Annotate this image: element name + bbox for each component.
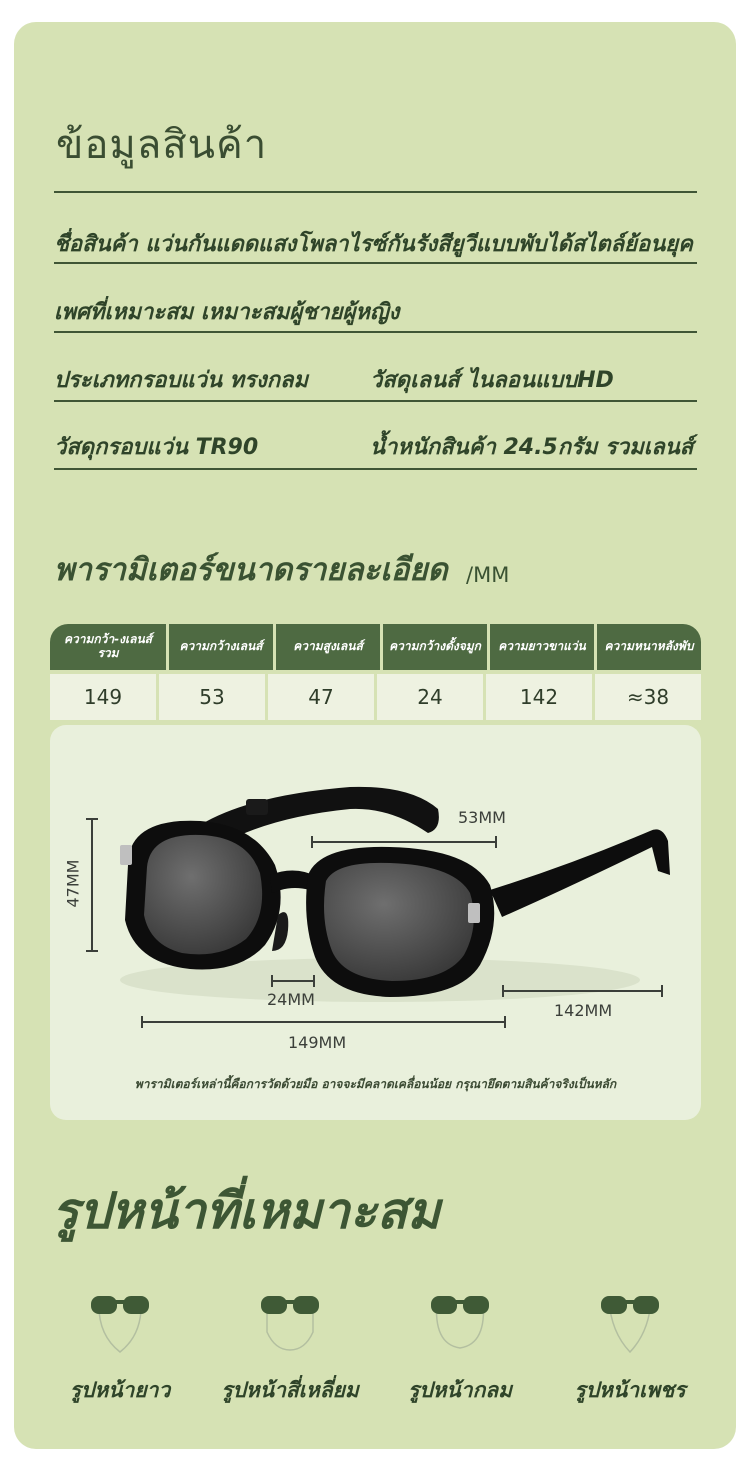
measurement-note: พารามิเตอร์เหล่านี้คือการวัดด้วยมือ อาจจะมีคลาดเคลื่อนน้อย กรุณายึดตามสินค้าจริงเป็นหลัก [134, 1077, 617, 1091]
face-square [205, 1286, 375, 1406]
header-total-width: ความกว้า-งเลนส์รวม [50, 624, 166, 670]
parameters-unit: /MM [466, 563, 510, 587]
face-square-label: รูปหน้าสี่เหลี่ยม [221, 1378, 359, 1402]
value-lens-width: 53 [159, 674, 265, 720]
header-bridge-width: ความกว้างดั้งจมูก [383, 624, 487, 670]
divider [54, 331, 697, 333]
divider [54, 468, 697, 470]
total-width-label: 149MM [288, 1033, 347, 1052]
face-long-label: รูปหน้ายาว [69, 1378, 171, 1402]
gender-row: เพศที่เหมาะสม เหมาะสมผู้ชายผู้หญิง [54, 300, 400, 325]
header-lens-height: ความสูงเลนส์ [276, 624, 380, 670]
divider [54, 262, 697, 264]
weight-row: น้ำหนักสินค้า 24.5กรัม รวมเลนส์ [370, 435, 694, 460]
long-face-icon [85, 1286, 155, 1356]
header-folded-thickness: ความหนาหลังพับ [597, 624, 701, 670]
suitable-faces-title: รูปหน้าที่เหมาะสม [52, 1182, 441, 1240]
product-info-title: ข้อมูลสินค้า [56, 122, 268, 168]
frame-type-row: ประเภทกรอบแว่น ทรงกลม [54, 368, 309, 393]
header-temple-length: ความยาวขาแว่น [490, 624, 594, 670]
bridge-label: 24MM [267, 990, 315, 1009]
size-table [50, 624, 701, 720]
value-total-width: 149 [50, 674, 156, 720]
divider [54, 191, 697, 193]
face-diamond-label: รูปหน้าเพชร [574, 1378, 686, 1402]
value-folded-thickness: ≈38 [595, 674, 701, 720]
size-table-values [50, 674, 701, 720]
product-name-row: ชื่อสินค้า แว่นกันแดดแสงโพลาไรซ์กันรังสียูวีแบบพับได้สไตล์ย้อนยุค [54, 232, 693, 257]
lens-width-label: 53MM [458, 808, 506, 827]
face-round [375, 1286, 545, 1406]
sunglasses-illustration [50, 725, 701, 1120]
glasses-diagram-panel [50, 725, 701, 1120]
square-face-icon [255, 1286, 325, 1356]
frame-material-row: วัสดุกรอบแว่น TR90 [54, 435, 259, 460]
lens-height-label: 47MM [63, 859, 83, 908]
parameters-title: พารามิเตอร์ขนาดรายละเอียด [54, 552, 448, 588]
round-face-icon [425, 1286, 495, 1356]
value-bridge-width: 24 [377, 674, 483, 720]
temple-length-label: 142MM [554, 1001, 613, 1020]
value-lens-height: 47 [268, 674, 374, 720]
size-table-header [50, 624, 701, 670]
face-round-label: รูปหน้ากลม [407, 1378, 513, 1402]
header-lens-width: ความกว้างเลนส์ [169, 624, 273, 670]
value-temple-length: 142 [486, 674, 592, 720]
lens-material-row: วัสดุเลนส์ ไนลอนแบบHD [370, 368, 614, 393]
face-long [35, 1286, 205, 1406]
divider [54, 400, 697, 402]
diamond-face-icon [595, 1286, 665, 1356]
face-diamond [545, 1286, 715, 1406]
